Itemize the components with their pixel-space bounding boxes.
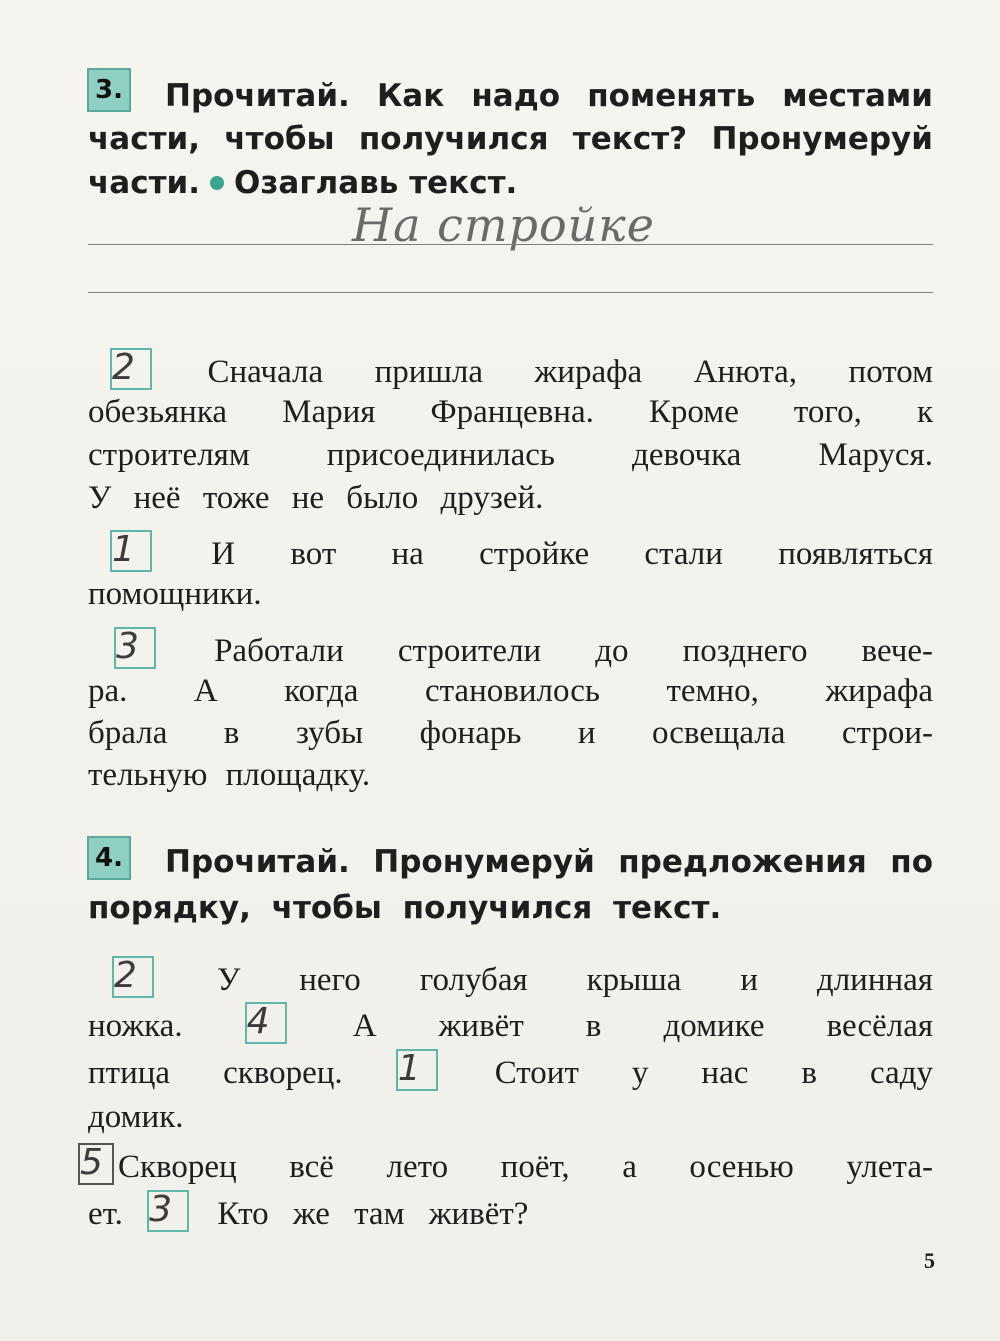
- handwritten-digit: 1: [397, 1048, 421, 1089]
- handwritten-digit: 2: [112, 347, 135, 388]
- task-4-line-3: [88, 1049, 933, 1095]
- task-4-line-5: [78, 1143, 933, 1189]
- part-a-line-3: строителям присоединилась девочка Маруся.: [88, 437, 933, 473]
- task-3-instruction-line-2: части, чтобы получился текст? Пронумеруй: [88, 121, 933, 157]
- part-c-text-1: Работали строители до позднего вече-: [214, 633, 934, 669]
- answer-box-part-c[interactable]: [114, 627, 156, 669]
- part-a-line-4: У неё тоже не было друзей.: [88, 480, 544, 516]
- task-3-number: 3.: [87, 68, 131, 112]
- part-b-line-1: [110, 530, 933, 576]
- sentence-blue-roof-1: У него голубая крыша и длинная: [216, 962, 933, 998]
- answer-box-part-b[interactable]: [110, 530, 152, 572]
- sentence-sings-1: Скворец всё лето поёт, а осенью улета-: [118, 1149, 933, 1185]
- sentence-blue-roof-2: ножка.: [88, 1008, 183, 1044]
- answer-line-1: [88, 244, 933, 245]
- part-c-line-4: тельную площадку.: [88, 757, 371, 793]
- answer-box-part-a[interactable]: [110, 348, 152, 390]
- part-c-line-3: брала в зубы фонарь и освещала строи-: [88, 715, 933, 751]
- sentence-starling-1: А живёт в домике весёлая: [352, 1008, 934, 1044]
- sentence-house-1: Стоит у нас в саду: [494, 1055, 933, 1091]
- handwritten-title-answer: На стройке: [352, 198, 656, 252]
- part-b-line-2: помощники.: [88, 576, 262, 612]
- answer-box-sentence-who[interactable]: [147, 1190, 189, 1232]
- part-a-line-1: [110, 348, 933, 394]
- task-4-line-6: [88, 1190, 933, 1236]
- task-4-instruction-line-1: Прочитай. Пронумеруй предложения по: [165, 844, 933, 880]
- answer-box-sentence-house[interactable]: [396, 1049, 438, 1091]
- handwritten-digit: 2: [114, 955, 137, 996]
- task-3-instruction-line-1: Прочитай. Как надо поменять местами: [165, 78, 933, 114]
- handwritten-digit: 3: [149, 1189, 172, 1230]
- answer-box-sentence-starling[interactable]: [245, 1002, 287, 1044]
- sentence-who: Кто же там живёт?: [217, 1196, 529, 1232]
- task-3-instruction-part-a: части.: [88, 165, 201, 201]
- task-4-line-4: домик.: [88, 1099, 184, 1135]
- bullet-icon: [210, 176, 224, 190]
- part-c-line-1: [114, 627, 933, 673]
- part-b-text-1: И вот на стройке стали появляться: [211, 536, 933, 572]
- part-a-text-1: Сначала пришла жирафа Анюта, потом: [207, 354, 933, 390]
- task-4-instruction-line-2: порядку, чтобы получился текст.: [88, 890, 722, 926]
- part-a-line-2: обезьянка Мария Францевна. Кроме того, к: [88, 394, 933, 430]
- handwritten-digit: 1: [112, 529, 135, 570]
- page-number: 5: [924, 1248, 935, 1273]
- part-c-line-2: ра. А когда становилось темно, жирафа: [88, 673, 933, 709]
- handwritten-digit: 5: [80, 1142, 103, 1183]
- answer-box-sentence-sings[interactable]: [78, 1143, 114, 1185]
- answer-line-2: [88, 292, 933, 293]
- sentence-starling-2: птица скворец.: [88, 1055, 343, 1091]
- handwritten-digit: 4: [246, 1001, 270, 1042]
- sentence-sings-2: ет.: [88, 1196, 123, 1232]
- task-3-instruction-part-b: Озаглавь текст.: [234, 165, 518, 201]
- task-4-line-1: [112, 956, 933, 1002]
- task-4-number: 4.: [87, 836, 131, 880]
- answer-box-sentence-blue-roof[interactable]: [112, 956, 154, 998]
- task-4-line-2: [88, 1002, 933, 1048]
- handwritten-digit: 3: [116, 626, 139, 667]
